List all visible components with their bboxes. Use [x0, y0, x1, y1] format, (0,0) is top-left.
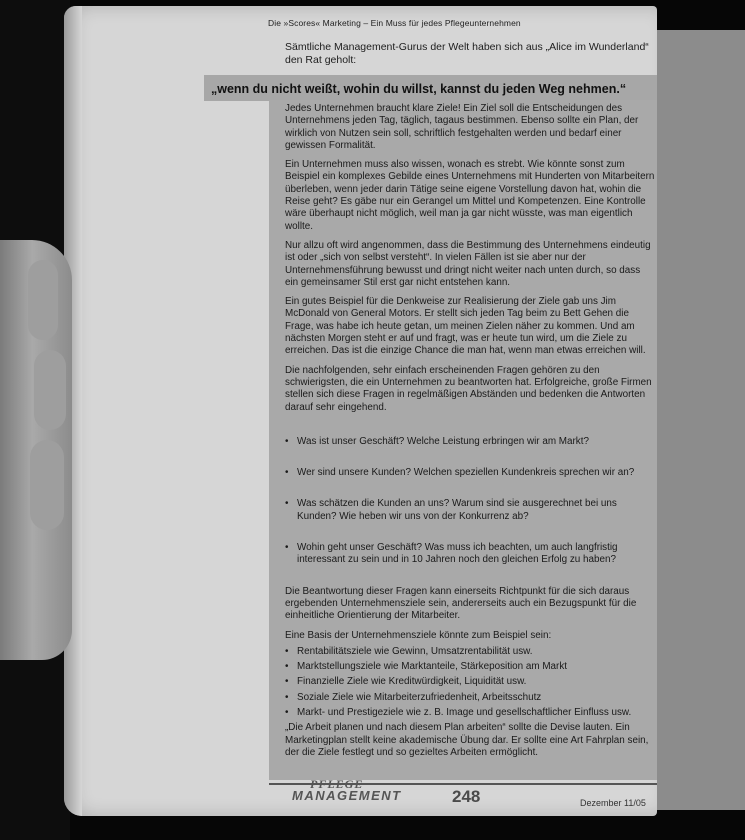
finger: [28, 260, 58, 340]
magazine-logo: [292, 779, 422, 807]
finger: [30, 440, 64, 530]
goal-item: • Rentabilitätsziele wie Gewinn, Umsatzrentabilität usw.: [285, 646, 655, 658]
goal-item: • Marktstellungsziele wie Marktanteile, Stärkeposition am Markt: [285, 661, 655, 673]
logo-line-1: PFLEGE: [310, 777, 364, 791]
finger: [34, 350, 66, 430]
goals-intro: Eine Basis der Unternehmensziele könnte zum Beispiel sein:: [285, 629, 552, 641]
intro-text: Sämtliche Management-Gurus der Welt haben sich aus „Alice im Wunderland“ den Rat geholt:: [285, 41, 649, 66]
question-item: • Wer sind unsere Kunden? Welchen speziellen Kundenkreis sprechen wir an?: [285, 467, 655, 479]
paragraph: Jedes Unternehmen braucht klare Ziele! Ein Ziel soll die Entscheidungen des Unternehmens jeden Tag, täglich, tagaus bestimmen. Ebenso sollte ein Plan, der wirklich von Nutzen sein soll, schriftlich festgehalten werden und bedarf einer gewissen Formalität.: [285, 103, 639, 151]
book-page: [64, 6, 657, 816]
closing-paragraph: „Die Arbeit planen und nach diesem Plan arbeiten“ sollte die Devise lauten. Ein Marketingplan stellt keine akademische Übung dar. Er sollte eine Art Fahrplan sein, der die Ziele festlegt und so gezieltes Arbeiten ermöglicht.: [285, 722, 649, 758]
issue-label: Dezember 11/05: [580, 798, 646, 808]
goal-item: • Finanzielle Ziele wie Kreditwürdigkeit, Liquidität usw.: [285, 676, 655, 688]
question-item: • Wohin geht unser Geschäft? Was muss ich beachten, um auch langfristig interessant zu sein und in 10 Jahren noch den gleichen Erfolg zu haben?: [285, 542, 655, 567]
page-number: 248: [452, 787, 481, 806]
paragraph: Nur allzu oft wird angenommen, dass die Bestimmung des Unternehmens eindeutig ist oder „sich von selbst versteht“. In vielen Fällen ist sie aber nur der Unternehmensführung bewusst und dringt nicht weiter nach unten durch, so dass ein gemeinsamer Stil erst gar nicht entstehen kann.: [285, 239, 651, 288]
question-item: • Was schätzen die Kunden an uns? Warum sind sie ausgerechnet bei uns Kunden? Wie heben wir uns von der Konkurrenz ab?: [285, 498, 655, 523]
paragraph: Die nachfolgenden, sehr einfach erscheinenden Fragen gehören zu den schwierigsten, die ein Unternehmen zu beantworten hat. Erfolgreiche, große Firmen stellen sich diese Fragen in regelmäßigen Abständen und bedenken die Antworten darauf sehr eingehend.: [285, 364, 652, 413]
paragraph: Ein Unternehmen muss also wissen, wonach es strebt. Wie könnte sonst zum Beispiel ein komplexes Gebilde eines Unternehmens mit Hunderten von Mitarbeitern überleben, wenn jeder darin Tätige seine eigene Vorstellung davon hat, wohin die Reise geht? Es gäbe nur ein Gerangel um Mittel und Kompetenzen. Eine Kontrolle wäre überhaupt nicht möglich, weil man ja gar nicht wüsste, was man eigentlich wollte.: [285, 159, 655, 232]
goal-item: • Soziale Ziele wie Mitarbeiterzufriedenheit, Arbeitsschutz: [285, 692, 655, 704]
body-column: [285, 103, 655, 766]
running-head: Die »Scores« Marketing – Ein Muss für jedes Pflegeunternehmen: [268, 18, 521, 28]
hand-holding-page: [0, 240, 72, 660]
paragraph: Ein gutes Beispiel für die Denkweise zur Realisierung der Ziele gab uns Jim McDonald von General Motors. Er stellt sich jeden Tag beim zu Bett Gehen die Frage, was habe ich heute getan, um meinen Zielen näher zu kommen. Und am nächsten Morgen steht er auf und fragt, was er heute tun wird, um die Ziele zu erreichen. Das ist die einzige Chance die man hat, wenn man etwas erreichen will.: [285, 296, 646, 357]
goals-list: [285, 646, 655, 719]
question-item: • Was ist unser Geschäft? Welche Leistung erbringen wir am Markt?: [285, 436, 655, 448]
pull-quote: „wenn du nicht weißt, wohin du willst, kannst du jeden Weg nehmen.“: [211, 82, 627, 96]
facing-page-edge: [655, 30, 745, 810]
paragraph-after-questions: Die Beantwortung dieser Fragen kann einerseits Richtpunkt für die sich daraus ergebenden Unternehmensziele sein, andererseits auch ein Bezugspunkt für die einheitliche Orientierung der Mitarbeiter.: [285, 585, 637, 622]
question-list: [285, 436, 655, 567]
goal-item: • Markt- und Prestigeziele wie z. B. Image und gesellschaftlicher Einfluss usw.: [285, 707, 655, 719]
logo-line-2: MANAGEMENT: [292, 788, 402, 803]
